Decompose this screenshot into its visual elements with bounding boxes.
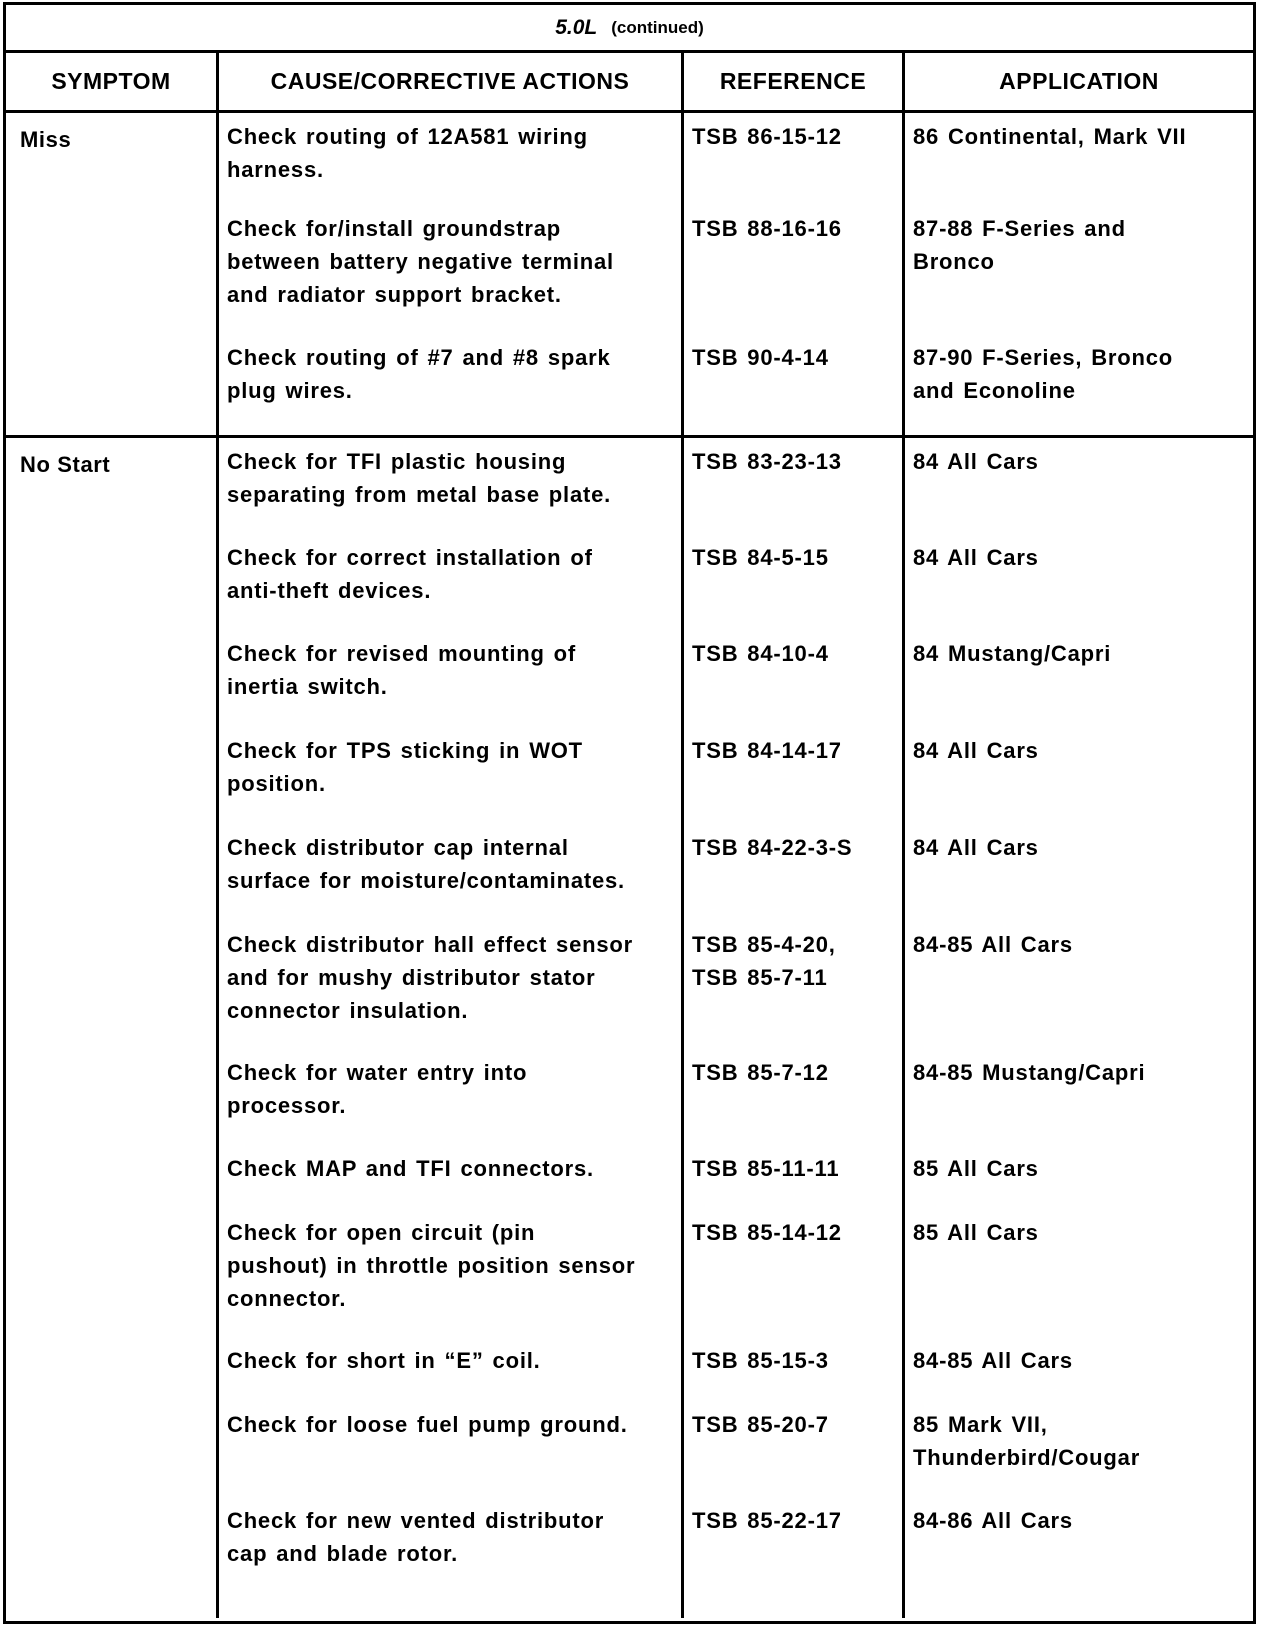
cause-line: Check for open circuit (pin: [227, 1220, 536, 1245]
reference-cell: [684, 630, 905, 727]
table-row: [219, 334, 1253, 435]
cause-cell: [219, 727, 684, 824]
application-line: 84 All Cars: [913, 545, 1039, 570]
cause-line: surface for moisture/contaminates.: [227, 868, 625, 893]
reference-cell: [684, 921, 905, 1049]
header-cause: CAUSE/CORRECTIVE ACTIONS: [219, 53, 684, 110]
application-line: Bronco: [913, 249, 995, 274]
table-row: [219, 1337, 1253, 1401]
application-cell: [905, 534, 1253, 630]
cause-line: anti-theft devices.: [227, 578, 432, 603]
cause-line: plug wires.: [227, 378, 353, 403]
table-row: [219, 1209, 1253, 1337]
cause-line: Check MAP and TFI connectors.: [227, 1156, 594, 1181]
reference-cell: [684, 334, 905, 435]
symptom-group: [6, 438, 1253, 1618]
reference-cell: [684, 438, 905, 534]
cause-cell: [219, 1337, 684, 1401]
reference-cell: [684, 205, 905, 334]
table-row: [219, 1401, 1253, 1497]
cause-line: between battery negative terminal: [227, 249, 614, 274]
cause-line: inertia switch.: [227, 674, 388, 699]
application-line: 84-85 Mustang/Capri: [913, 1060, 1146, 1085]
reference-cell: [684, 824, 905, 921]
cause-cell: [219, 534, 684, 630]
cause-line: processor.: [227, 1093, 347, 1118]
reference-line: TSB 85-20-7: [692, 1412, 829, 1437]
cause-line: Check distributor hall effect sensor: [227, 932, 633, 957]
continued-label: (continued): [611, 17, 704, 37]
application-line: 84 All Cars: [913, 738, 1039, 763]
reference-line: TSB 83-23-13: [692, 449, 842, 474]
table-row: [219, 438, 1253, 534]
application-cell: [905, 1145, 1253, 1209]
reference-line: TSB 90-4-14: [692, 345, 829, 370]
table-row: [219, 205, 1253, 334]
header-reference: REFERENCE: [684, 53, 905, 110]
reference-cell: [684, 1209, 905, 1337]
symptom-group: [6, 113, 1253, 438]
application-cell: [905, 1049, 1253, 1145]
cause-cell: [219, 205, 684, 334]
application-cell: [905, 205, 1253, 334]
application-cell: [905, 1497, 1253, 1618]
cause-line: cap and blade rotor.: [227, 1541, 459, 1566]
application-line: 85 Mark VII,: [913, 1412, 1048, 1437]
application-line: 86 Continental, Mark VII: [913, 124, 1187, 149]
cause-line: connector insulation.: [227, 998, 469, 1023]
cause-line: connector.: [227, 1286, 347, 1311]
cause-cell: [219, 113, 684, 205]
reference-cell: [684, 1497, 905, 1618]
cause-line: Check distributor cap internal: [227, 835, 569, 860]
reference-line: TSB 85-11-11: [692, 1156, 840, 1181]
cause-line: Check for short in “E” coil.: [227, 1348, 541, 1373]
cause-line: Check for/install groundstrap: [227, 216, 562, 241]
table-row: [219, 1049, 1253, 1145]
application-line: Thunderbird/Cougar: [913, 1445, 1141, 1470]
cause-line: harness.: [227, 157, 324, 182]
table-row: [219, 824, 1253, 921]
application-cell: [905, 334, 1253, 435]
application-cell: [905, 921, 1253, 1049]
reference-cell: [684, 1049, 905, 1145]
application-line: and Econoline: [913, 378, 1076, 403]
application-line: 85 All Cars: [913, 1156, 1039, 1181]
cause-line: Check routing of 12A581 wiring: [227, 124, 588, 149]
reference-line: TSB 84-14-17: [692, 738, 842, 763]
cause-line: pushout) in throttle position sensor: [227, 1253, 636, 1278]
cause-line: Check for new vented distributor: [227, 1508, 605, 1533]
application-line: 85 All Cars: [913, 1220, 1039, 1245]
cause-cell: [219, 630, 684, 727]
table-row: [219, 1497, 1253, 1618]
application-line: 84-85 All Cars: [913, 932, 1073, 957]
reference-line: TSB 85-22-17: [692, 1508, 842, 1533]
application-cell: [905, 1337, 1253, 1401]
reference-line: TSB 85-15-3: [692, 1348, 829, 1373]
reference-line: TSB 84-5-15: [692, 545, 829, 570]
application-cell: [905, 727, 1253, 824]
cause-line: separating from metal base plate.: [227, 482, 612, 507]
symptom-cell: Miss: [6, 113, 219, 435]
table-row: [219, 630, 1253, 727]
column-headers: [6, 53, 1253, 113]
reference-line: TSB 85-14-12: [692, 1220, 842, 1245]
application-cell: [905, 1401, 1253, 1497]
cause-line: Check for TPS sticking in WOT: [227, 738, 583, 763]
header-application: APPLICATION: [999, 68, 1159, 94]
reference-cell: [684, 727, 905, 824]
cause-cell: [219, 921, 684, 1049]
application-cell: [905, 113, 1253, 205]
application-line: 84 Mustang/Capri: [913, 641, 1112, 666]
reference-cell: [684, 1401, 905, 1497]
cause-cell: [219, 1497, 684, 1618]
cause-line: and for mushy distributor stator: [227, 965, 596, 990]
cause-cell: [219, 1401, 684, 1497]
cause-line: position.: [227, 771, 326, 796]
application-line: 84-85 All Cars: [913, 1348, 1073, 1373]
reference-cell: [684, 113, 905, 205]
application-cell: [905, 824, 1253, 921]
reference-cell: [684, 1337, 905, 1401]
application-line: 87-90 F-Series, Bronco: [913, 345, 1174, 370]
cause-cell: [219, 1049, 684, 1145]
table-row: [219, 921, 1253, 1049]
cause-line: Check routing of #7 and #8 spark: [227, 345, 611, 370]
cause-line: Check for correct installation of: [227, 545, 593, 570]
table-row: [219, 113, 1253, 205]
application-line: 84 All Cars: [913, 835, 1039, 860]
tsb-table: [3, 2, 1256, 1624]
cause-line: Check for revised mounting of: [227, 641, 577, 666]
reference-line: TSB 85-4-20,: [692, 932, 836, 957]
cause-cell: [219, 824, 684, 921]
engine-title: 5.0L: [555, 15, 598, 39]
cause-cell: [219, 334, 684, 435]
header-symptom: SYMPTOM: [6, 53, 219, 110]
reference-line: TSB 84-10-4: [692, 641, 829, 666]
application-cell: [905, 630, 1253, 727]
symptom-cell: No Start: [6, 438, 219, 1618]
table-row: [219, 534, 1253, 630]
application-line: 87-88 F-Series and: [913, 216, 1126, 241]
cause-cell: [219, 1145, 684, 1209]
application-cell: [905, 1209, 1253, 1337]
application-line: 84 All Cars: [913, 449, 1039, 474]
table-body: [6, 113, 1253, 1618]
reference-line: TSB 84-22-3-S: [692, 835, 853, 860]
reference-line: TSB 86-15-12: [692, 124, 842, 149]
cause-line: and radiator support bracket.: [227, 282, 562, 307]
table-title: [6, 5, 1253, 53]
cause-cell: [219, 1209, 684, 1337]
cause-line: Check for water entry into: [227, 1060, 528, 1085]
cause-cell: [219, 438, 684, 534]
reference-line: TSB 85-7-12: [692, 1060, 829, 1085]
cause-line: Check for loose fuel pump ground.: [227, 1412, 628, 1437]
reference-line: TSB 85-7-11: [692, 965, 828, 990]
application-line: 84-86 All Cars: [913, 1508, 1073, 1533]
table-row: [219, 1145, 1253, 1209]
cause-line: Check for TFI plastic housing: [227, 449, 567, 474]
reference-cell: [684, 534, 905, 630]
application-cell: [905, 438, 1253, 534]
entries-list: [219, 438, 1253, 1618]
reference-line: TSB 88-16-16: [692, 216, 842, 241]
entries-list: [219, 113, 1253, 435]
reference-cell: [684, 1145, 905, 1209]
table-row: [219, 727, 1253, 824]
